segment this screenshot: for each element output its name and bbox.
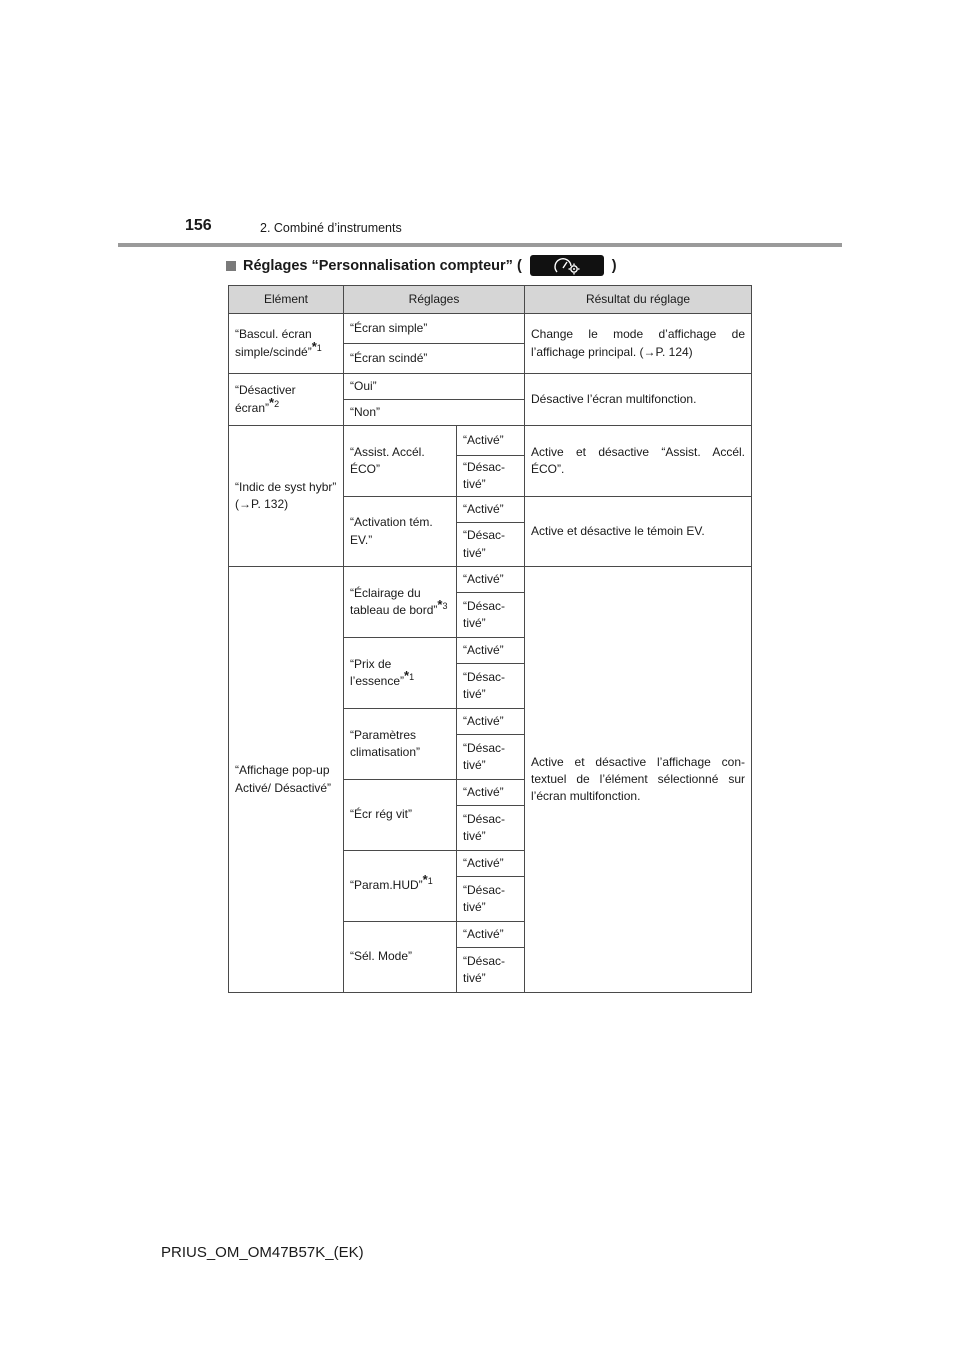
chapter-title: 2. Combiné d’instruments	[260, 221, 402, 235]
setting-cell: “Non”	[344, 400, 525, 426]
value-cell: “Activé”	[457, 567, 525, 593]
value-cell: “Désac-tivé”	[457, 877, 525, 922]
subitem-cell: “Éclairage du tableau de bord”$^{*3}$	[344, 567, 457, 638]
item-cell: “Indic de syst hybr” (→P. 132)	[229, 426, 344, 567]
value-cell: “Activé”	[457, 780, 525, 806]
table-header-row	[229, 286, 752, 314]
value-cell: “Désac-tivé”	[457, 806, 525, 851]
item-cell: “Désactiver écran”$^{*2}$	[229, 374, 344, 426]
result-cell: Active et désactive le témoin EV.	[525, 497, 752, 567]
item-cell: “Bascul. écran simple/scindé”$^{*1}$	[229, 314, 344, 374]
result-cell: Active et désactive l’affichage con-textuel de l’élément sélectionné sur l’écran multifonction.	[525, 567, 752, 993]
subitem-cell: “Paramètres climatisation”	[344, 709, 457, 780]
subitem-cell: “Écr rég vit”	[344, 780, 457, 851]
value-cell: “Désac-tivé”	[457, 593, 525, 638]
subitem-cell: “Activation tém. EV.”	[344, 497, 457, 567]
result-cell: Active et désactive “Assist. Accél. ÉCO”.	[525, 426, 752, 497]
setting-cell: “Écran scindé”	[344, 344, 525, 374]
result-cell: Désactive l’écran multifonction.	[525, 374, 752, 426]
settings-table	[228, 285, 752, 993]
header-result: Résultat du réglage	[525, 286, 752, 314]
value-cell: “Activé”	[457, 638, 525, 664]
value-cell: “Activé”	[457, 851, 525, 877]
document-code: PRIUS_OM_OM47B57K_(EK)	[161, 1244, 364, 1261]
table-row	[229, 567, 752, 593]
value-cell: “Activé”	[457, 426, 525, 456]
value-cell: “Désac-tivé”	[457, 456, 525, 497]
section-title-text: Réglages “Personnalisation compteur” (	[243, 257, 522, 274]
value-cell: “Désac-tivé”	[457, 948, 525, 993]
subitem-cell: “Assist. Accél. ÉCO”	[344, 426, 457, 497]
value-cell: “Activé”	[457, 922, 525, 948]
header-settings: Réglages	[344, 286, 525, 314]
footnote-mark: *1	[404, 668, 415, 683]
subitem-cell: “Sél. Mode”	[344, 922, 457, 993]
value-cell: “Activé”	[457, 497, 525, 523]
item-cell: “Affichage pop-up Activé/ Désactivé”	[229, 567, 344, 993]
footnote-mark: *1	[311, 338, 322, 354]
table-row	[229, 314, 752, 344]
result-cell: Change le mode d’affichage de l’affichage principal. (→P. 124)	[525, 314, 752, 374]
table-row	[229, 426, 752, 456]
value-cell: “Activé”	[457, 709, 525, 735]
setting-cell: “Oui”	[344, 374, 525, 400]
value-cell: “Désac-tivé”	[457, 735, 525, 780]
value-cell: “Désac-tivé”	[457, 664, 525, 709]
gauge-settings-icon	[530, 255, 604, 276]
header-element: Elément	[229, 286, 344, 314]
subitem-cell: “Param.HUD”$^{*1}$	[344, 851, 457, 922]
section-title	[226, 255, 617, 276]
table-row	[229, 374, 752, 400]
value-cell: “Désac-tivé”	[457, 523, 525, 567]
footnote-mark: *2	[269, 394, 280, 410]
setting-cell: “Écran simple”	[344, 314, 525, 344]
header-rule	[118, 243, 842, 247]
section-title-close: )	[611, 257, 617, 274]
footnote-mark: *3	[437, 597, 448, 612]
page-number: 156	[185, 217, 212, 234]
section-bullet-icon	[226, 261, 236, 271]
footnote-mark: *1	[422, 872, 433, 888]
subitem-cell: “Prix de l’essence”$^{*1}$	[344, 638, 457, 709]
